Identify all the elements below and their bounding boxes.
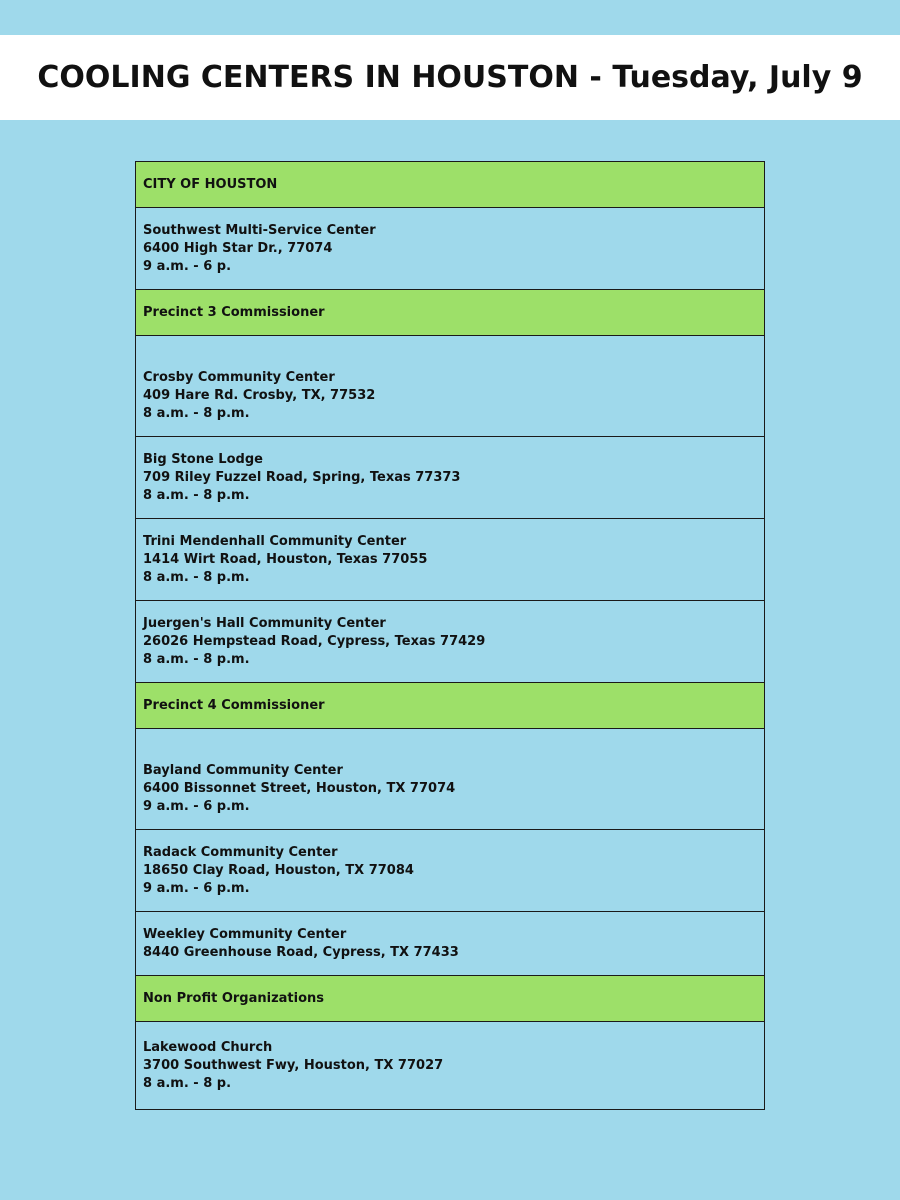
center-entry-southwest-multi-service xyxy=(136,208,764,290)
center-entry-weekley xyxy=(136,912,764,976)
center-hours: 8 a.m. - 8 p. xyxy=(143,1075,232,1091)
section-heading: CITY OF HOUSTON xyxy=(143,176,278,192)
center-hours: 8 a.m. - 8 p.m. xyxy=(143,487,250,503)
section-header-precinct-3 xyxy=(136,290,764,336)
center-address: 3700 Southwest Fwy, Houston, TX 77027 xyxy=(143,1057,444,1073)
center-name: Weekley Community Center xyxy=(143,926,347,942)
center-name: Trini Mendenhall Community Center xyxy=(143,533,407,549)
section-heading: Precinct 3 Commissioner xyxy=(143,304,325,320)
section-header-precinct-4 xyxy=(136,683,764,729)
center-hours: 8 a.m. - 8 p.m. xyxy=(143,651,250,667)
section-heading: Precinct 4 Commissioner xyxy=(143,697,325,713)
center-address: 409 Hare Rd. Crosby, TX, 77532 xyxy=(143,388,376,403)
center-name: Southwest Multi-Service Center xyxy=(143,222,376,238)
center-address: 6400 Bissonnet Street, Houston, TX 77074 xyxy=(143,781,456,796)
section-header-city-of-houston xyxy=(136,162,764,208)
section-header-non-profit xyxy=(136,976,764,1022)
center-entry-trini-mendenhall xyxy=(136,519,764,601)
center-entry-juergens-hall xyxy=(136,601,764,683)
center-entry-crosby xyxy=(136,336,764,437)
section-heading: Non Profit Organizations xyxy=(143,990,325,1006)
center-entry-bayland xyxy=(136,729,764,830)
center-address: 18650 Clay Road, Houston, TX 77084 xyxy=(143,862,414,878)
center-entry-big-stone-lodge xyxy=(136,437,764,519)
center-name: Bayland Community Center xyxy=(143,763,343,778)
center-address: 8440 Greenhouse Road, Cypress, TX 77433 xyxy=(143,944,459,960)
center-address: 6400 High Star Dr., 77074 xyxy=(143,240,333,256)
page-title: COOLING CENTERS IN HOUSTON - Tuesday, July 9 xyxy=(37,60,863,95)
cooling-centers-table xyxy=(135,161,765,1110)
center-name: Radack Community Center xyxy=(143,844,338,860)
center-hours: 9 a.m. - 6 p.m. xyxy=(143,799,250,814)
center-name: Lakewood Church xyxy=(143,1039,273,1055)
center-hours: 8 a.m. - 8 p.m. xyxy=(143,406,250,421)
title-band xyxy=(0,35,900,120)
center-name: Big Stone Lodge xyxy=(143,451,263,467)
center-entry-radack xyxy=(136,830,764,912)
center-hours: 8 a.m. - 8 p.m. xyxy=(143,569,250,585)
center-address: 26026 Hempstead Road, Cypress, Texas 77429 xyxy=(143,633,486,649)
center-address: 1414 Wirt Road, Houston, Texas 77055 xyxy=(143,551,428,567)
center-name: Crosby Community Center xyxy=(143,370,335,385)
center-hours: 9 a.m. - 6 p.m. xyxy=(143,880,250,896)
center-hours: 9 a.m. - 6 p. xyxy=(143,258,232,274)
center-address: 709 Riley Fuzzel Road, Spring, Texas 77373 xyxy=(143,469,461,485)
center-name: Juergen's Hall Community Center xyxy=(143,615,386,631)
center-entry-lakewood-church xyxy=(136,1022,764,1109)
